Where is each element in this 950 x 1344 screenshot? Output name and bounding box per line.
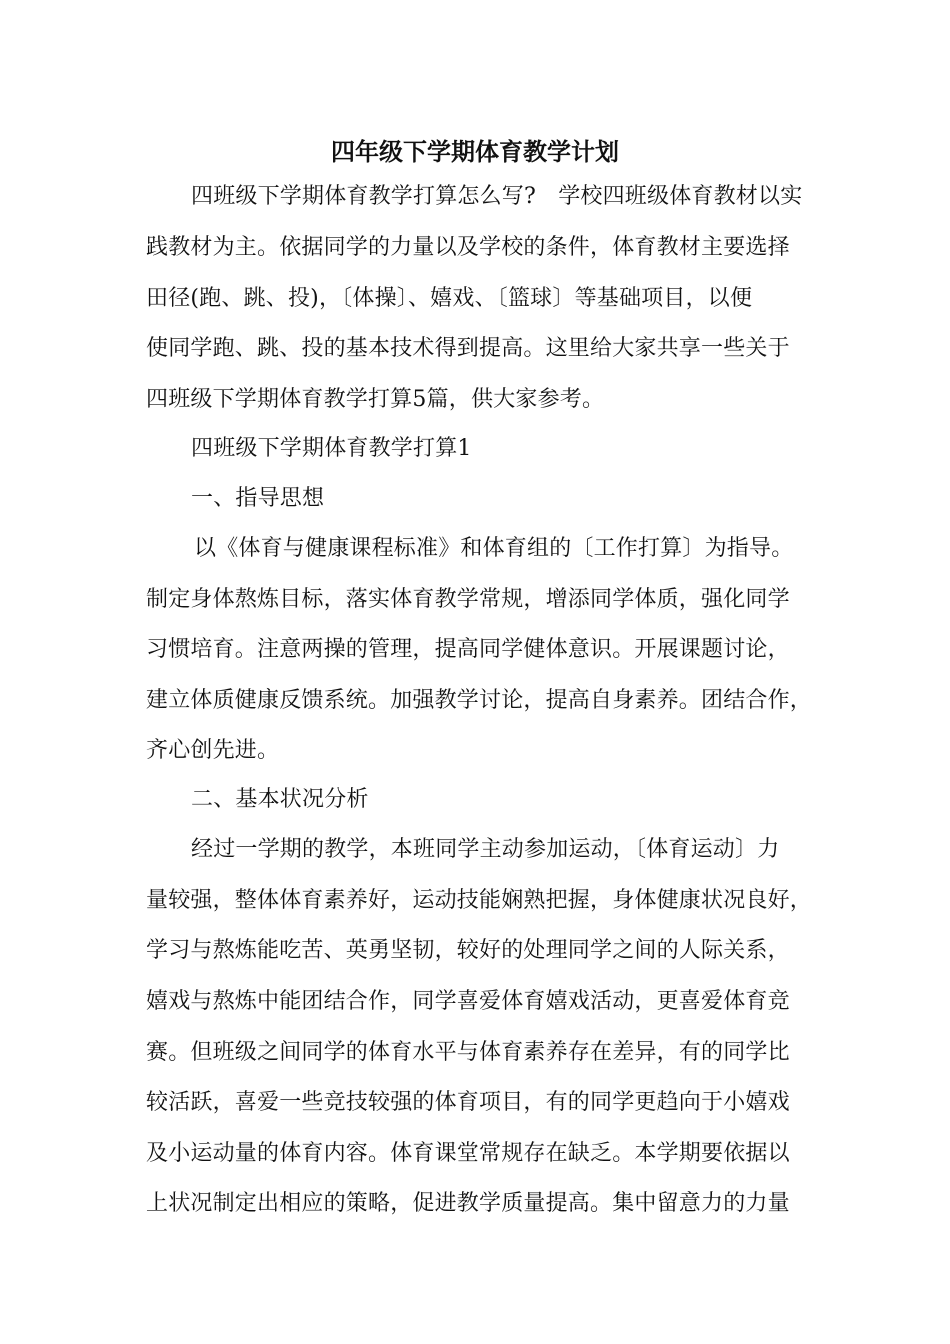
paragraph-line: 学习与熬炼能吃苦、英勇坚韧，较好的处理同学之间的人际关系， (146, 938, 790, 963)
paragraph-line: 建立体质健康反馈系统。加强教学讨论，提高自身素养。团结合作， (146, 688, 813, 713)
paragraph-line: 及小运动量的体育内容。体育课堂常规存在缺乏。本学期要依据以 (146, 1141, 790, 1166)
section-heading: 二、基本状况分析 (191, 787, 369, 812)
paragraph-line: 赛。但班级之间同学的体育水平与体育素养存在差异，有的同学比 (146, 1040, 790, 1065)
paragraph-line: 以《体育与健康课程标准》和体育组的〔工作打算〕为指导。 (194, 536, 794, 561)
paragraph-line: 习惯培育。注意两操的管理，提高同学健体意识。开展课题讨论， (146, 637, 790, 662)
paragraph-line: 量较强，整体体育素养好，运动技能娴熟把握，身体健康状况良好， (146, 888, 813, 913)
document-title: 四年级下学期体育教学计划 (331, 137, 619, 166)
paragraph-line: 制定身体熬炼目标，落实体育教学常规，增添同学体质，强化同学 (146, 587, 790, 612)
section-heading: 四班级下学期体育教学打算1 (191, 436, 472, 461)
section-heading: 一、指导思想 (191, 486, 325, 511)
paragraph-line: 四班级下学期体育教学打算怎么写? 学校四班级体育教材以实 (191, 184, 803, 209)
paragraph-line: 较活跃，喜爱一些竞技较强的体育项目，有的同学更趋向于小嬉戏 (146, 1090, 790, 1115)
paragraph-line: 四班级下学期体育教学打算5篇，供大家参考。 (146, 387, 605, 412)
paragraph-line: 上状况制定出相应的策略，促进教学质量提高。集中留意力的力量 (146, 1191, 790, 1216)
paragraph-line: 践教材为主。依据同学的力量以及学校的条件，体育教材主要选择 (146, 235, 790, 260)
paragraph-line: 嬉戏与熬炼中能团结合作，同学喜爱体育嬉戏活动，更喜爱体育竞 (146, 989, 790, 1014)
paragraph-line: 使同学跑、跳、投的基本技术得到提高。这里给大家共享一些关于 (146, 336, 790, 361)
paragraph-line: 经过一学期的教学，本班同学主动参加运动，〔体育运动〕力 (191, 837, 780, 862)
paragraph-line: 田径(跑、跳、投)，〔体操〕、嬉戏、〔篮球〕等基础项目，以便 (146, 286, 753, 311)
paragraph-line: 齐心创先进。 (146, 738, 280, 763)
